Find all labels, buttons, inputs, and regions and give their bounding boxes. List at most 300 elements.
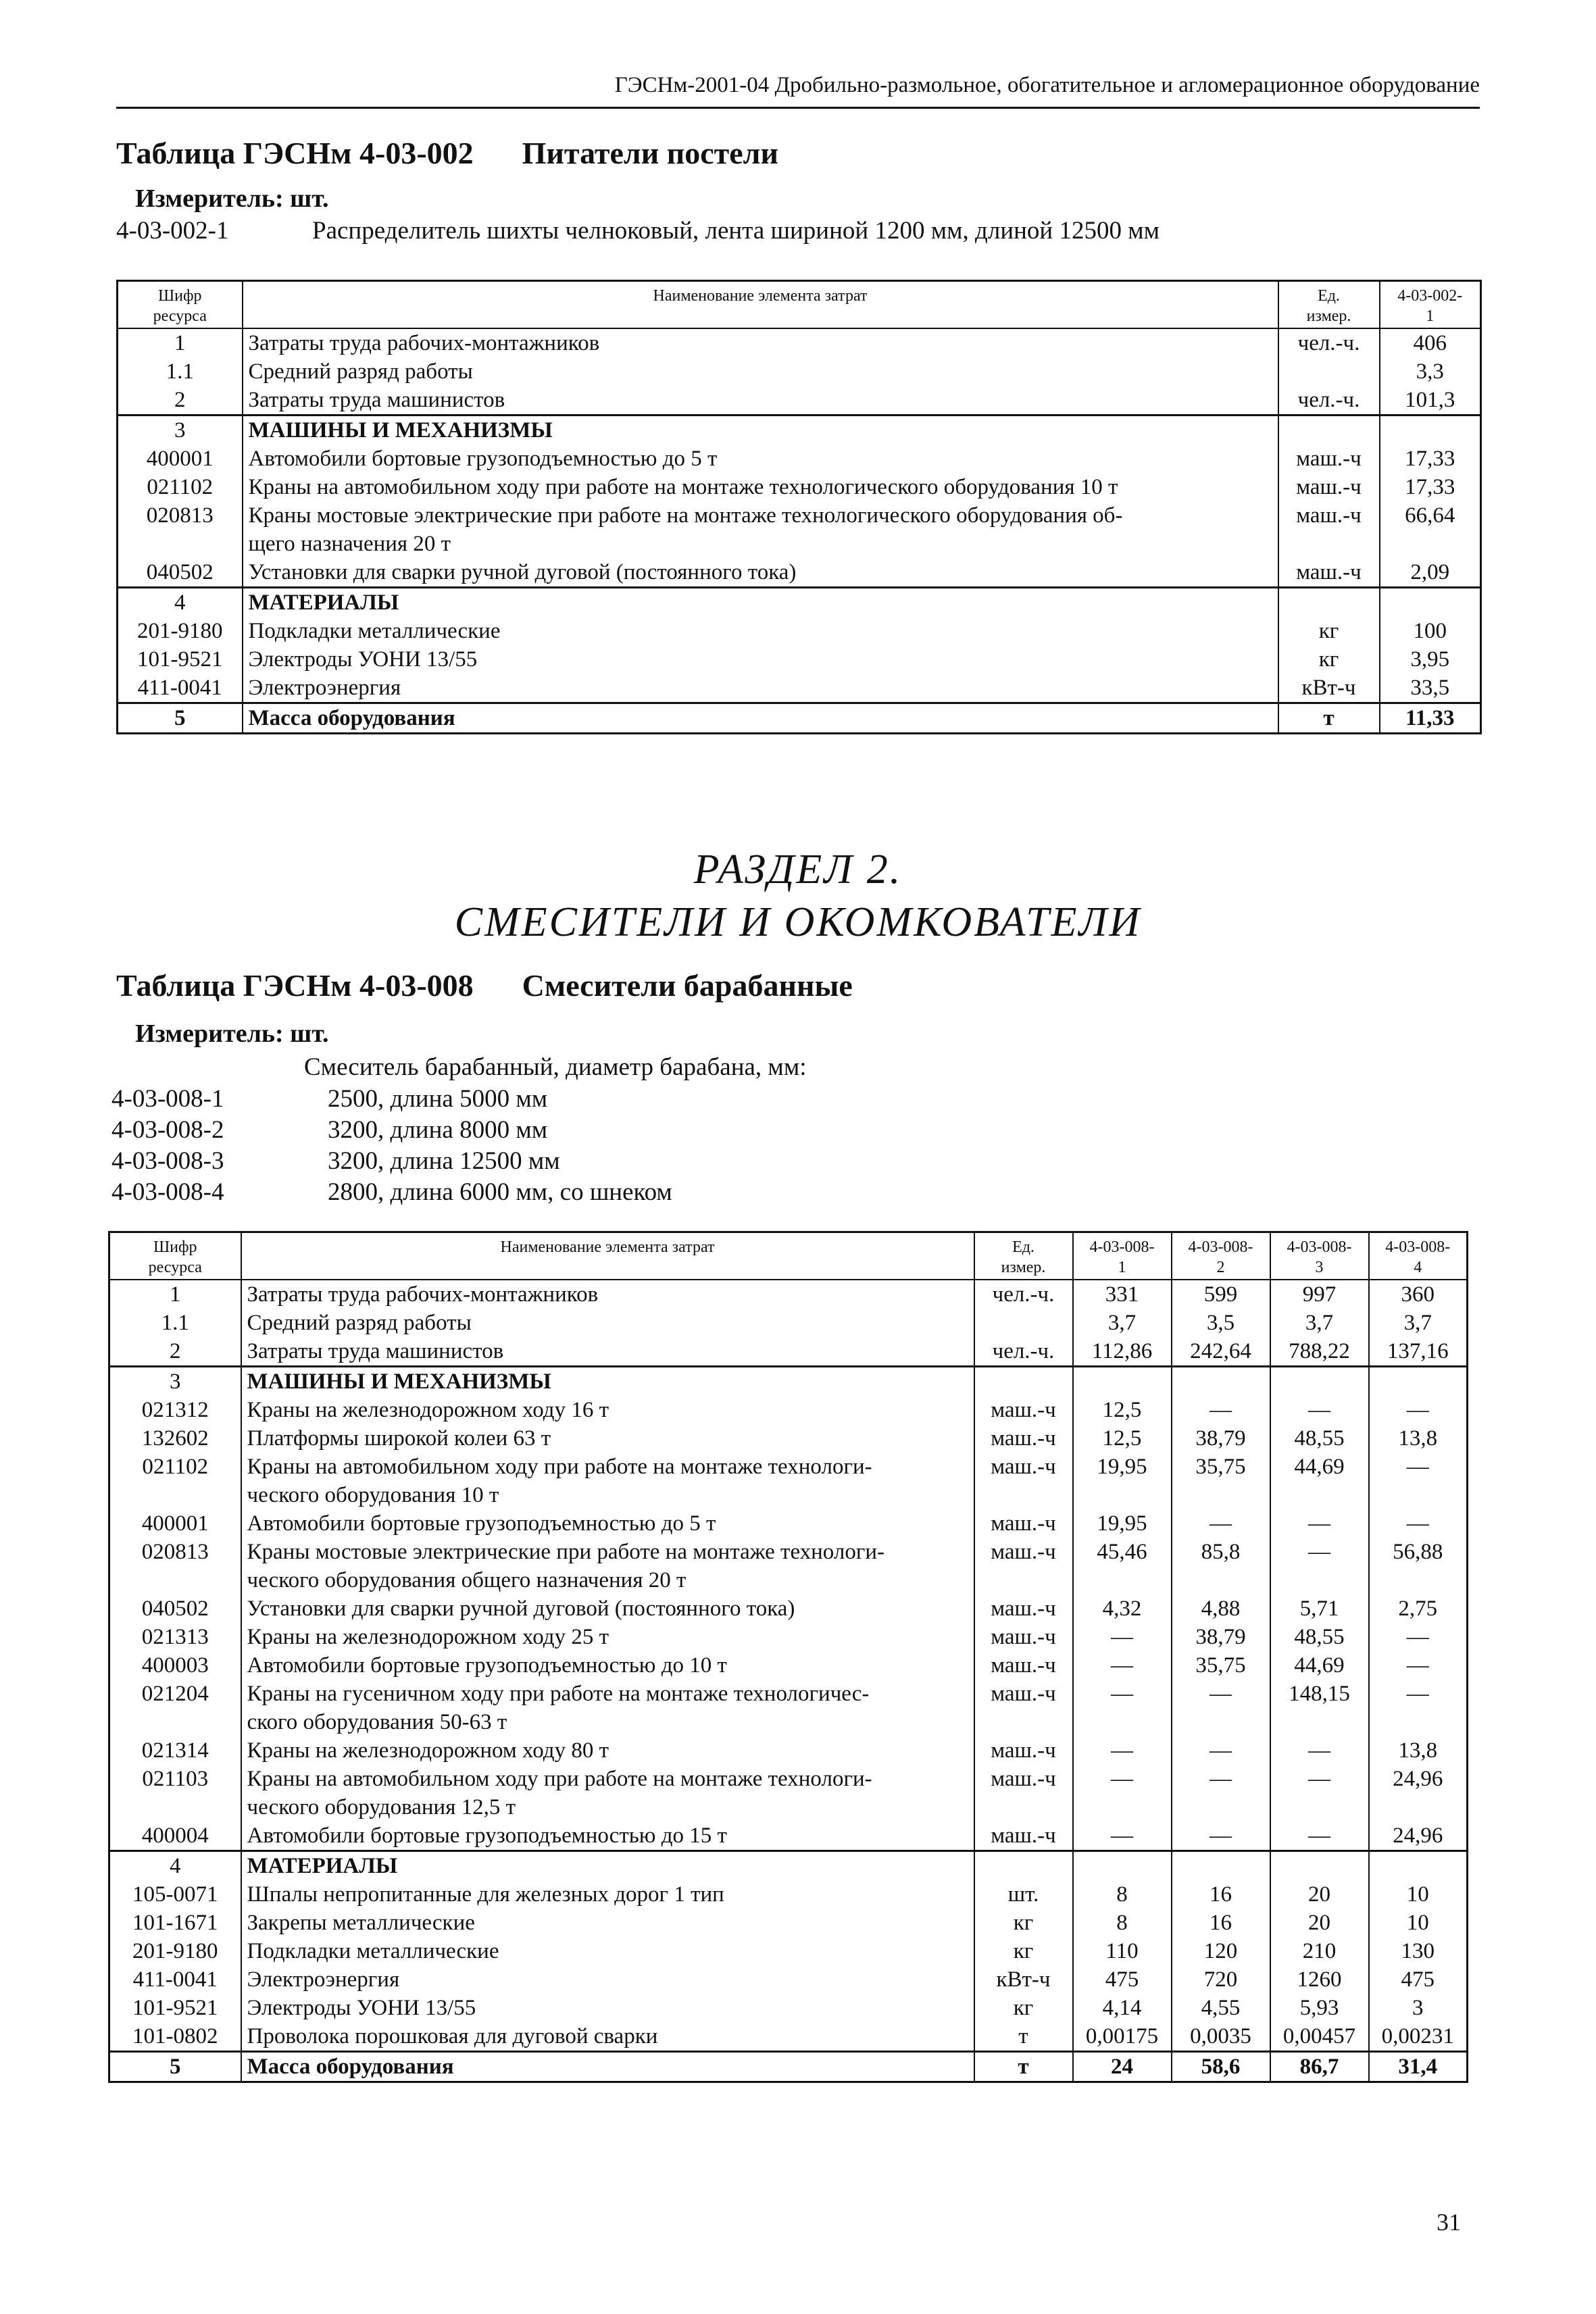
unit-of-measure: маш.-ч [974, 1424, 1073, 1453]
table1-header-col-1 [1380, 281, 1481, 329]
cost-element-name [241, 1367, 974, 1397]
norm-value-col-3: — [1270, 1509, 1369, 1538]
cost-element-name [241, 1937, 974, 1965]
resource-code: 5 [109, 2052, 241, 2082]
norm-value-col-3: 86,7 [1270, 2052, 1369, 2082]
norm-value-col-2: 120 [1172, 1937, 1270, 1965]
norm-value-col-4: 24,96 [1369, 1765, 1468, 1821]
table2-item-text: 2800, длина 6000 мм, со шнеком [328, 1178, 672, 1206]
cost-element-name [241, 1880, 974, 1909]
section-title [0, 843, 1596, 949]
cost-element-name-line1: МАШИНЫ И МЕХАНИЗМЫ [247, 1369, 551, 1394]
resource-code: 021314 [141, 1738, 209, 1763]
norm-value-col-1: 3,7 [1073, 1309, 1172, 1337]
unit-of-measure: маш.-ч [974, 1765, 1073, 1821]
cost-element-name-line1: Закрепы металлические [247, 1911, 475, 1935]
cost-element-name [241, 1509, 974, 1538]
norm-value-col-1: 0,00175 [1073, 2022, 1172, 2052]
table-row [109, 1765, 1468, 1821]
table-row [109, 1623, 1468, 1651]
cost-element-name-line1: Средний разряд работы [247, 1311, 472, 1335]
cost-element-name-line1: Электроэнергия [247, 1967, 400, 1992]
unit-of-measure: маш.-ч [974, 1509, 1073, 1538]
norm-value-col-1: — [1073, 1623, 1172, 1651]
cost-element-name [241, 1309, 974, 1337]
norm-value-col-1: 24 [1073, 2052, 1172, 2082]
unit-of-measure: маш.-ч [974, 1821, 1073, 1851]
unit-of-measure: кг [974, 1937, 1073, 1965]
table1-item-code: 4-03-002-1 [116, 217, 229, 245]
norm-value-col-3: — [1270, 1736, 1369, 1765]
unit-of-measure: маш.-ч [1278, 445, 1380, 473]
norm-value-col-2: — [1172, 1396, 1270, 1424]
cost-element-name-line1: Автомобили бортовые грузоподъемностью до 5 т [247, 1511, 716, 1536]
norm-value-col-1: 406 [1380, 328, 1481, 357]
norm-value-col-1: — [1073, 1736, 1172, 1765]
norm-value-col-1: 11,33 [1380, 703, 1481, 734]
norm-value-col-1 [1073, 1851, 1172, 1881]
norm-value-col-4: — [1369, 1623, 1468, 1651]
table2-title-name: Смесители барабанные [522, 968, 853, 1003]
cost-element-name-line1: Краны на железнодорожном ходу 80 т [247, 1738, 609, 1763]
table-row [109, 1594, 1468, 1623]
unit-of-measure [974, 1309, 1073, 1337]
cost-element-name-line1: Краны на железнодорожном ходу 16 т [247, 1398, 609, 1422]
norm-value-col-2: — [1172, 1509, 1270, 1538]
table2-header-col-1-l2: 1 [1118, 1259, 1126, 1276]
unit-of-measure: маш.-ч [974, 1680, 1073, 1736]
norm-value-col-2: — [1172, 1821, 1270, 1851]
table-row [109, 1965, 1468, 1994]
resource-code: 400004 [141, 1823, 209, 1848]
table-row [118, 386, 1481, 416]
table-row [118, 445, 1481, 473]
table2-header-unit-l2: измер. [1001, 1259, 1046, 1276]
table2-header-code-l1: Шифр [153, 1238, 197, 1256]
unit-of-measure: т [1278, 703, 1380, 734]
norm-value-col-3 [1270, 1367, 1369, 1397]
unit-of-measure: маш.-ч [1278, 473, 1380, 501]
norm-value-col-1: 112,86 [1073, 1337, 1172, 1367]
norm-value-col-1: — [1073, 1651, 1172, 1680]
table-row [109, 1994, 1468, 2022]
page-number: 31 [1437, 2209, 1461, 2236]
resource-code: 3 [118, 416, 243, 445]
table1-title-code: Таблица ГЭСНм 4-03-002 [116, 136, 474, 170]
unit-of-measure: маш.-ч [974, 1651, 1073, 1680]
resource-code: 1.1 [166, 359, 194, 384]
table2-header-col-2-l1: 4-03-008- [1188, 1238, 1253, 1256]
resource-code: 4 [118, 588, 243, 618]
cost-element-name-line1: Затраты труда машинистов [248, 388, 505, 412]
norm-value-col-1: 12,5 [1073, 1424, 1172, 1453]
resource-code: 021102 [147, 475, 214, 499]
table1-item [116, 216, 1159, 245]
norm-value-col-1: 100 [1380, 617, 1481, 645]
table-row [109, 1367, 1468, 1397]
cost-element-name [241, 1736, 974, 1765]
norm-value-col-3: 3,7 [1270, 1309, 1369, 1337]
unit-of-measure: маш.-ч [974, 1538, 1073, 1594]
unit-of-measure [974, 1851, 1073, 1881]
resource-code: 021313 [141, 1625, 209, 1649]
norm-value-col-4: — [1369, 1396, 1468, 1424]
table-row [109, 1937, 1468, 1965]
norm-value-col-2: 3,5 [1172, 1309, 1270, 1337]
cost-element-name [243, 617, 1278, 645]
norm-value-col-4: 360 [1369, 1280, 1468, 1309]
table-row [109, 1651, 1468, 1680]
norm-value-col-1: 110 [1073, 1937, 1172, 1965]
norm-value-col-1: 17,33 [1380, 473, 1481, 501]
norm-value-col-3: — [1270, 1538, 1369, 1594]
table1-title-name: Питатели постели [522, 136, 778, 170]
table1-header-col-1-l1: 4-03-002- [1397, 287, 1463, 305]
unit-of-measure: кг [974, 1994, 1073, 2022]
cost-element-name-line1: Подкладки металлические [247, 1939, 499, 1963]
table1-body [118, 281, 1481, 734]
table2-header-name: Наименование элемента затрат [241, 1232, 974, 1280]
table2-title-code: Таблица ГЭСНм 4-03-008 [116, 968, 474, 1003]
table-row [109, 1909, 1468, 1937]
cost-element-name [243, 703, 1278, 734]
norm-value-col-1: 12,5 [1073, 1396, 1172, 1424]
norm-value-col-2 [1172, 1851, 1270, 1881]
norm-value-col-3: 997 [1270, 1280, 1369, 1309]
cost-element-name [243, 501, 1278, 558]
resource-code: 021102 [142, 1455, 209, 1479]
unit-of-measure: т [974, 2052, 1073, 2082]
norm-value-col-2: 58,6 [1172, 2052, 1270, 2082]
table1-header-row [118, 281, 1481, 329]
norm-value-col-1: 19,95 [1073, 1453, 1172, 1509]
table2-body [109, 1232, 1468, 2082]
cost-element-name [241, 2052, 974, 2082]
cost-element-name-line1: Масса оборудования [247, 2055, 454, 2079]
table-row [118, 357, 1481, 386]
table2-item-text: 3200, длина 8000 мм [328, 1116, 548, 1144]
unit-of-measure: кг [1278, 617, 1380, 645]
cost-element-name-line1: Затраты труда машинистов [247, 1339, 504, 1363]
cost-element-name-line1: Электроды УОНИ 13/55 [247, 1996, 476, 2020]
table-row [109, 1736, 1468, 1765]
resource-code: 105-0071 [132, 1882, 218, 1907]
resource-code: 400001 [146, 447, 214, 471]
table-row [109, 1424, 1468, 1453]
cost-element-name-line1: Подкладки металлические [248, 619, 501, 643]
resource-code: 101-0802 [132, 2024, 218, 2048]
table2-item [111, 1084, 672, 1115]
norm-value-col-2: 16 [1172, 1909, 1270, 1937]
table-row [109, 1280, 1468, 1309]
resource-code: 101-9521 [137, 647, 223, 672]
norm-value-col-4: 56,88 [1369, 1538, 1468, 1594]
cost-element-name [243, 645, 1278, 674]
norm-value-col-4: 3,7 [1369, 1309, 1468, 1337]
unit-of-measure: маш.-ч [974, 1736, 1073, 1765]
table1-header-unit-l1: Ед. [1318, 287, 1340, 305]
table1-header-code [118, 281, 243, 329]
norm-value-col-1: 19,95 [1073, 1509, 1172, 1538]
resource-code: 021312 [141, 1398, 209, 1422]
running-header: ГЭСНм-2001-04 Дробильно-размольное, обогатительное и агломерационное оборудование [614, 73, 1480, 97]
norm-value-col-1: 4,32 [1073, 1594, 1172, 1623]
table2-header-unit [974, 1232, 1073, 1280]
unit-of-measure: кВт-ч [974, 1965, 1073, 1994]
norm-value-col-3: 20 [1270, 1880, 1369, 1909]
norm-value-col-4: 2,75 [1369, 1594, 1468, 1623]
table-row [109, 1509, 1468, 1538]
unit-of-measure [1278, 588, 1380, 618]
norm-value-col-4: 0,00231 [1369, 2022, 1468, 2052]
norm-value-col-1: 3,95 [1380, 645, 1481, 674]
cost-element-name [243, 328, 1278, 357]
cost-element-name [241, 1337, 974, 1367]
resource-code: 1 [170, 1282, 181, 1307]
norm-value-col-2 [1172, 1367, 1270, 1397]
resource-code: 040502 [146, 560, 214, 584]
cost-element-name-line1: Краны на автомобильном ходу при работе на монтаже технологического оборудования 10 т [248, 475, 1118, 499]
table1-grid [116, 280, 1482, 734]
norm-value-col-4: — [1369, 1453, 1468, 1509]
unit-of-measure: шт. [974, 1880, 1073, 1909]
cost-element-name [243, 445, 1278, 473]
section-title-line1: РАЗДЕЛ 2. [693, 847, 903, 892]
norm-value-col-2: 242,64 [1172, 1337, 1270, 1367]
table2-header-col-4 [1369, 1232, 1468, 1280]
table1-header-code-l1: Шифр [157, 287, 202, 305]
table-row [109, 1851, 1468, 1881]
cost-element-name-line1: Краны мостовые электрические при работе на монтаже технологи- [247, 1540, 885, 1564]
table2-meter: Измеритель: шт. [135, 1020, 329, 1048]
cost-element-name-line1: Электроэнергия [248, 676, 401, 700]
table-row [109, 1680, 1468, 1736]
norm-value-col-4: — [1369, 1509, 1468, 1538]
table-row [109, 1453, 1468, 1509]
resource-code: 020813 [146, 503, 214, 528]
norm-value-col-4: 130 [1369, 1937, 1468, 1965]
table1-header-unit-l2: измер. [1306, 307, 1351, 325]
resource-code: 1.1 [161, 1311, 189, 1335]
resource-code: 400003 [141, 1653, 209, 1678]
table2-header-row [109, 1232, 1468, 1280]
cost-element-name [243, 558, 1278, 588]
cost-element-name-line1: МАШИНЫ И МЕХАНИЗМЫ [248, 418, 553, 443]
norm-value-col-2: 599 [1172, 1280, 1270, 1309]
norm-value-col-3: 210 [1270, 1937, 1369, 1965]
norm-value-col-2: — [1172, 1680, 1270, 1736]
table2-header-unit-l1: Ед. [1012, 1238, 1034, 1256]
norm-value-col-2: — [1172, 1765, 1270, 1821]
unit-of-measure: маш.-ч [1278, 558, 1380, 588]
cost-element-name [243, 386, 1278, 416]
cost-element-name-line1: Установки для сварки ручной дуговой (постоянного тока) [247, 1596, 795, 1621]
resource-code: 1 [174, 331, 186, 355]
table-row [118, 674, 1481, 703]
unit-of-measure: маш.-ч [974, 1594, 1073, 1623]
cost-element-name [243, 357, 1278, 386]
norm-value-col-4 [1369, 1851, 1468, 1881]
table2-items [111, 1084, 672, 1208]
cost-element-name [241, 1994, 974, 2022]
cost-element-name [241, 1851, 974, 1881]
norm-value-col-2: — [1172, 1736, 1270, 1765]
norm-value-col-4: 137,16 [1369, 1337, 1468, 1367]
cost-element-name-line2: ческого оборудования 12,5 т [247, 1795, 516, 1819]
cost-element-name-line1: Установки для сварки ручной дуговой (постоянного тока) [248, 560, 797, 584]
resource-code: 411-0041 [137, 676, 222, 700]
norm-value-col-3 [1270, 1851, 1369, 1881]
resource-code: 411-0041 [132, 1967, 218, 1992]
norm-value-col-3: 44,69 [1270, 1651, 1369, 1680]
cost-element-name [243, 588, 1278, 618]
cost-element-name [241, 1453, 974, 1509]
cost-element-name-line1: Краны на железнодорожном ходу 25 т [247, 1625, 609, 1649]
norm-value-col-1: — [1073, 1821, 1172, 1851]
cost-element-name [241, 1280, 974, 1309]
cost-element-name-line1: Краны на гусеничном ходу при работе на монтаже технологичес- [247, 1682, 870, 1706]
norm-value-col-3: 5,71 [1270, 1594, 1369, 1623]
cost-element-name-line2: ского оборудования 50-63 т [247, 1710, 507, 1734]
table1-header-name: Наименование элемента затрат [243, 281, 1278, 329]
table2-header-col-4-l1: 4-03-008- [1385, 1238, 1451, 1256]
norm-value-col-1 [1380, 588, 1481, 618]
table-row [109, 2052, 1468, 2082]
table2-grid [108, 1231, 1468, 2083]
norm-value-col-1: — [1073, 1765, 1172, 1821]
norm-value-col-3: — [1270, 1821, 1369, 1851]
table-row [109, 1337, 1468, 1367]
table2-header-col-2 [1172, 1232, 1270, 1280]
cost-element-name [241, 1594, 974, 1623]
table1-item-text: Распределитель шихты челноковый, лента шириной 1200 мм, длиной 12500 мм [312, 217, 1160, 245]
norm-value-col-2: 720 [1172, 1965, 1270, 1994]
norm-value-col-1: 17,33 [1380, 445, 1481, 473]
norm-value-col-3: 1260 [1270, 1965, 1369, 1994]
resource-code: 021103 [142, 1767, 209, 1791]
resource-code: 020813 [141, 1540, 209, 1564]
unit-of-measure: чел.-ч. [974, 1280, 1073, 1309]
cost-element-name [243, 416, 1278, 445]
cost-element-name-line1: Шпалы непропитанные для железных дорог 1 тип [247, 1882, 724, 1907]
norm-value-col-1: 331 [1073, 1280, 1172, 1309]
norm-value-col-2: 0,0035 [1172, 2022, 1270, 2052]
table2-header-col-3-l2: 3 [1315, 1259, 1324, 1276]
cost-element-name-line1: Автомобили бортовые грузоподъемностью до 15 т [247, 1823, 727, 1848]
cost-element-name-line1: МАТЕРИАЛЫ [248, 590, 399, 615]
norm-value-col-3: 148,15 [1270, 1680, 1369, 1736]
norm-value-col-4 [1369, 1367, 1468, 1397]
norm-value-col-2: 4,88 [1172, 1594, 1270, 1623]
unit-of-measure: кг [1278, 645, 1380, 674]
norm-value-col-1 [1380, 416, 1481, 445]
norm-value-col-1: 8 [1073, 1909, 1172, 1937]
resource-code: 201-9180 [132, 1939, 218, 1963]
table2-header-col-3-l1: 4-03-008- [1287, 1238, 1352, 1256]
table2-header-code-l2: ресурса [148, 1259, 202, 1276]
cost-element-name [241, 1909, 974, 1937]
section-title-line2: СМЕСИТЕЛИ И ОКОМКОВАТЕЛИ [454, 899, 1142, 945]
unit-of-measure: маш.-ч [974, 1453, 1073, 1509]
table-row [109, 1538, 1468, 1594]
unit-of-measure: чел.-ч. [1278, 328, 1380, 357]
norm-value-col-1 [1073, 1367, 1172, 1397]
cost-element-name-line1: Проволока порошковая для дуговой сварки [247, 2024, 658, 2048]
resource-code: 2 [170, 1339, 181, 1363]
cost-element-name-line2: ческого оборудования общего назначения 20 т [247, 1568, 687, 1592]
cost-element-name-line1: Краны на автомобильном ходу при работе на монтаже технологи- [247, 1767, 872, 1791]
cost-element-name-line1: Краны на автомобильном ходу при работе на монтаже технологи- [247, 1455, 872, 1479]
norm-value-col-1: — [1073, 1680, 1172, 1736]
resource-code: 021204 [141, 1682, 209, 1706]
cost-element-name-line2: ческого оборудования 10 т [247, 1483, 499, 1507]
cost-element-name [241, 1538, 974, 1594]
table-row [109, 1396, 1468, 1424]
cost-element-name [243, 674, 1278, 703]
table2-item-code: 4-03-008-3 [111, 1147, 224, 1175]
table2-title [116, 967, 853, 1003]
norm-value-col-4: 24,96 [1369, 1821, 1468, 1851]
table-row [118, 328, 1481, 357]
resource-code: 101-1671 [132, 1911, 218, 1935]
table2-header-col-3 [1270, 1232, 1369, 1280]
table-row [109, 1821, 1468, 1851]
table2-item [111, 1146, 672, 1177]
cost-element-name-line1: Масса оборудования [248, 706, 455, 730]
cost-element-name [241, 2022, 974, 2052]
table2-header-col-4-l2: 4 [1414, 1259, 1422, 1276]
table-row [118, 473, 1481, 501]
cost-element-name-line1: Электроды УОНИ 13/55 [248, 647, 478, 672]
resource-code: 3 [109, 1367, 241, 1397]
unit-of-measure: маш.-ч [974, 1623, 1073, 1651]
cost-element-name-line1: МАТЕРИАЛЫ [247, 1854, 398, 1878]
unit-of-measure [1278, 357, 1380, 386]
resource-code: 101-9521 [132, 1996, 218, 2020]
cost-element-name [241, 1680, 974, 1736]
norm-value-col-1: 4,14 [1073, 1994, 1172, 2022]
resource-code: 2 [174, 388, 186, 412]
norm-value-col-4: — [1369, 1680, 1468, 1736]
cost-element-name [243, 473, 1278, 501]
norm-value-col-1: 8 [1073, 1880, 1172, 1909]
cost-element-name [241, 1623, 974, 1651]
norm-value-col-2: 16 [1172, 1880, 1270, 1909]
unit-of-measure: т [974, 2022, 1073, 2052]
unit-of-measure: кВт-ч [1278, 674, 1380, 703]
norm-value-col-4: 475 [1369, 1965, 1468, 1994]
norm-value-col-4: 10 [1369, 1909, 1468, 1937]
cost-element-name-line1: Средний разряд работы [248, 359, 473, 384]
norm-value-col-3: — [1270, 1765, 1369, 1821]
resource-code: 4 [109, 1851, 241, 1881]
table2-header-code [109, 1232, 241, 1280]
resource-code: 5 [118, 703, 243, 734]
norm-value-col-1: 45,46 [1073, 1538, 1172, 1594]
cost-element-name-line1: Краны мостовые электрические при работе на монтаже технологического оборудования об- [248, 503, 1123, 528]
norm-value-col-4: 31,4 [1369, 2052, 1468, 2082]
table1-header-code-l2: ресурса [153, 307, 207, 325]
unit-of-measure: маш.-ч [1278, 501, 1380, 558]
table2-item [111, 1177, 672, 1208]
table-row [109, 1880, 1468, 1909]
unit-of-measure: чел.-ч. [1278, 386, 1380, 416]
unit-of-measure: кг [974, 1909, 1073, 1937]
resource-code: 201-9180 [137, 619, 223, 643]
cost-element-name [241, 1965, 974, 1994]
norm-value-col-2: 35,75 [1172, 1453, 1270, 1509]
table2-header-col-1 [1073, 1232, 1172, 1280]
